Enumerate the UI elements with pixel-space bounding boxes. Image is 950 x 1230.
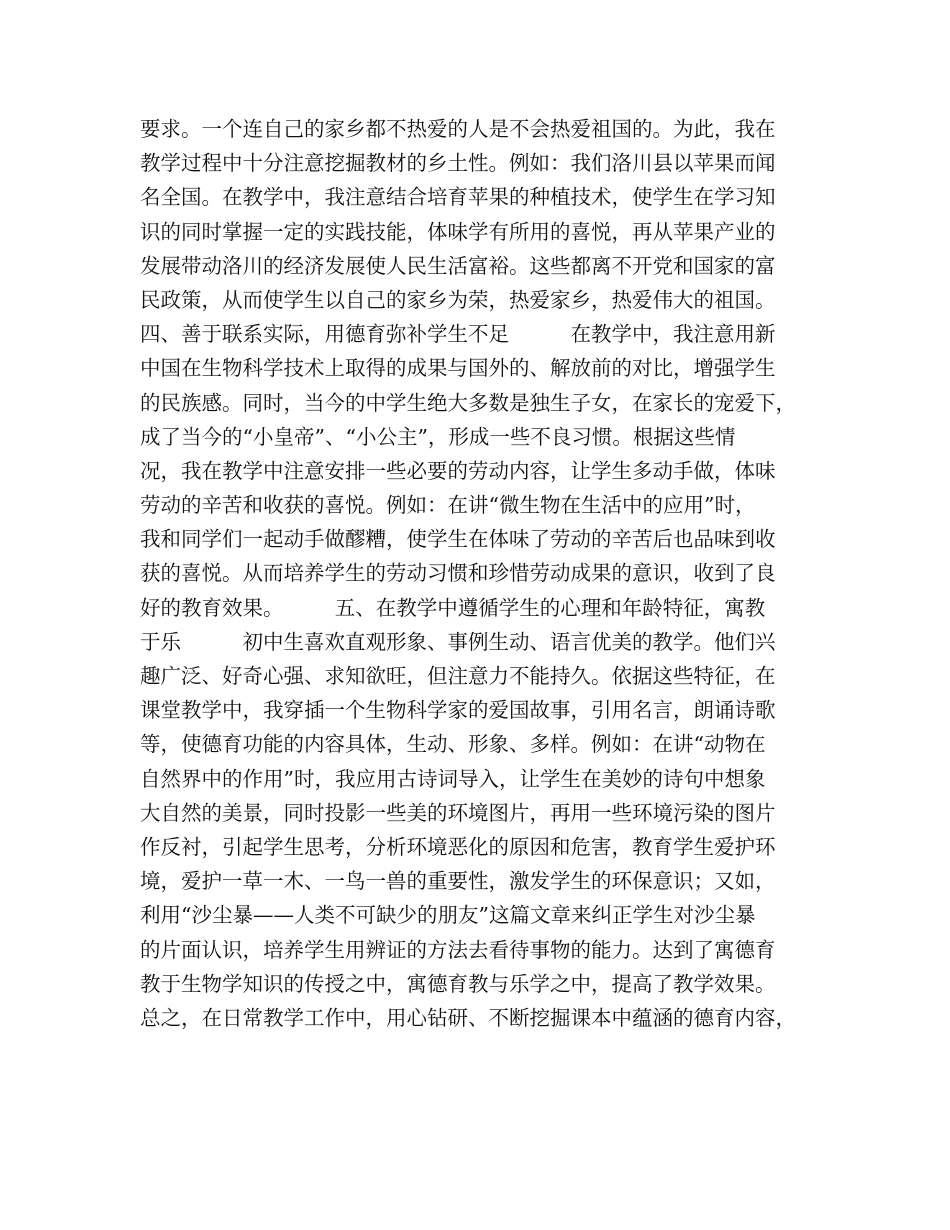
section-heading-line: 四、善于联系实际，用德育弥补学生不足 在教学中，我注意用新 (140, 322, 776, 347)
text-line: 的片面认识，培养学生用辨证的方法去看待事物的能力。达到了寓德育 (140, 937, 776, 962)
text-line: 识的同时掌握一定的实践技能，体味学有所用的喜悦，再从苹果产业的 (140, 219, 776, 244)
text-line: 作反衬，引起学生思考，分析环境恶化的原因和危害，教育学生爱护环 (140, 834, 776, 859)
text-line: 自然界中的作用”时，我应用古诗词导入，让学生在美妙的诗句中想象 (140, 766, 766, 791)
text-line: 于乐 初中生喜欢直观形象、事例生动、语言优美的教学。他们兴 (140, 629, 776, 654)
text-line: 获的喜悦。从而培养学生的劳动习惯和珍惜劳动成果的意识，收到了良 (140, 561, 776, 586)
text-line: 名全国。在教学中，我注意结合培育苹果的种植技术，使学生在学习知 (140, 185, 776, 210)
body-text (140, 112, 840, 1035)
text-line: 趣广泛、好奇心强、求知欲旺，但注意力不能持久。依据这些特征，在 (140, 664, 776, 688)
text-line: 中国在生物科学技术上取得的成果与国外的、解放前的对比，增强学生 (140, 356, 776, 381)
text-line: 发展带动洛川的经济发展使人民生活富裕。这些都离不开党和国家的富 (140, 253, 776, 278)
text-line: 教学过程中十分注意挖掘教材的乡土性。例如：我们洛川县以苹果而闻 (140, 151, 776, 176)
text-line: 课堂教学中，我穿插一个生物科学家的爱国故事，引用名言，朗诵诗歌 (140, 698, 776, 723)
text-line: 境，爱护一草一木、一鸟一兽的重要性，激发学生的环保意识；又如， (140, 869, 776, 894)
text-line: 民政策，从而使学生以自己的家乡为荣，热爱家乡，热爱伟大的祖国。 (140, 287, 776, 312)
text-line: 我和同学们一起动手做醪糟，使学生在体味了劳动的辛苦后也品味到收 (140, 527, 776, 552)
text-line: 劳动的辛苦和收获的喜悦。例如：在讲“微生物在生活中的应用”时， (140, 493, 756, 518)
text-line: 成了当今的“小皇帝”、“小公主”，形成一些不良习惯。根据这些情 (140, 424, 736, 449)
text-line: 况，我在教学中注意安排一些必要的劳动内容，让学生多动手做，体味 (140, 458, 776, 483)
section-heading-line: 好的教育效果。 五、在教学中遵循学生的心理和年龄特征，寓教 (140, 595, 766, 620)
text-line: 总之，在日常教学工作中，用心钻研、不断挖掘课本中蕴涵的德育内容， (140, 1005, 796, 1030)
text-line: 利用“沙尘暴——人类不可缺少的朋友”这篇文章来纠正学生对沙尘暴 (140, 903, 756, 928)
text-line: 的民族感。同时，当今的中学生绝大多数是独生子女，在家长的宠爱下， (140, 390, 796, 415)
text-line: 等，使德育功能的内容具体，生动、形象、多样。例如：在讲“动物在 (140, 732, 766, 757)
text-line: 教于生物学知识的传授之中，寓德育教与乐学之中，提高了教学效果。 (140, 971, 776, 996)
text-line: 大自然的美景，同时投影一些美的环境图片，再用一些环境污染的图片 (140, 800, 776, 825)
text-line: 要求。一个连自己的家乡都不热爱的人是不会热爱祖国的。为此，我在 (140, 117, 776, 141)
